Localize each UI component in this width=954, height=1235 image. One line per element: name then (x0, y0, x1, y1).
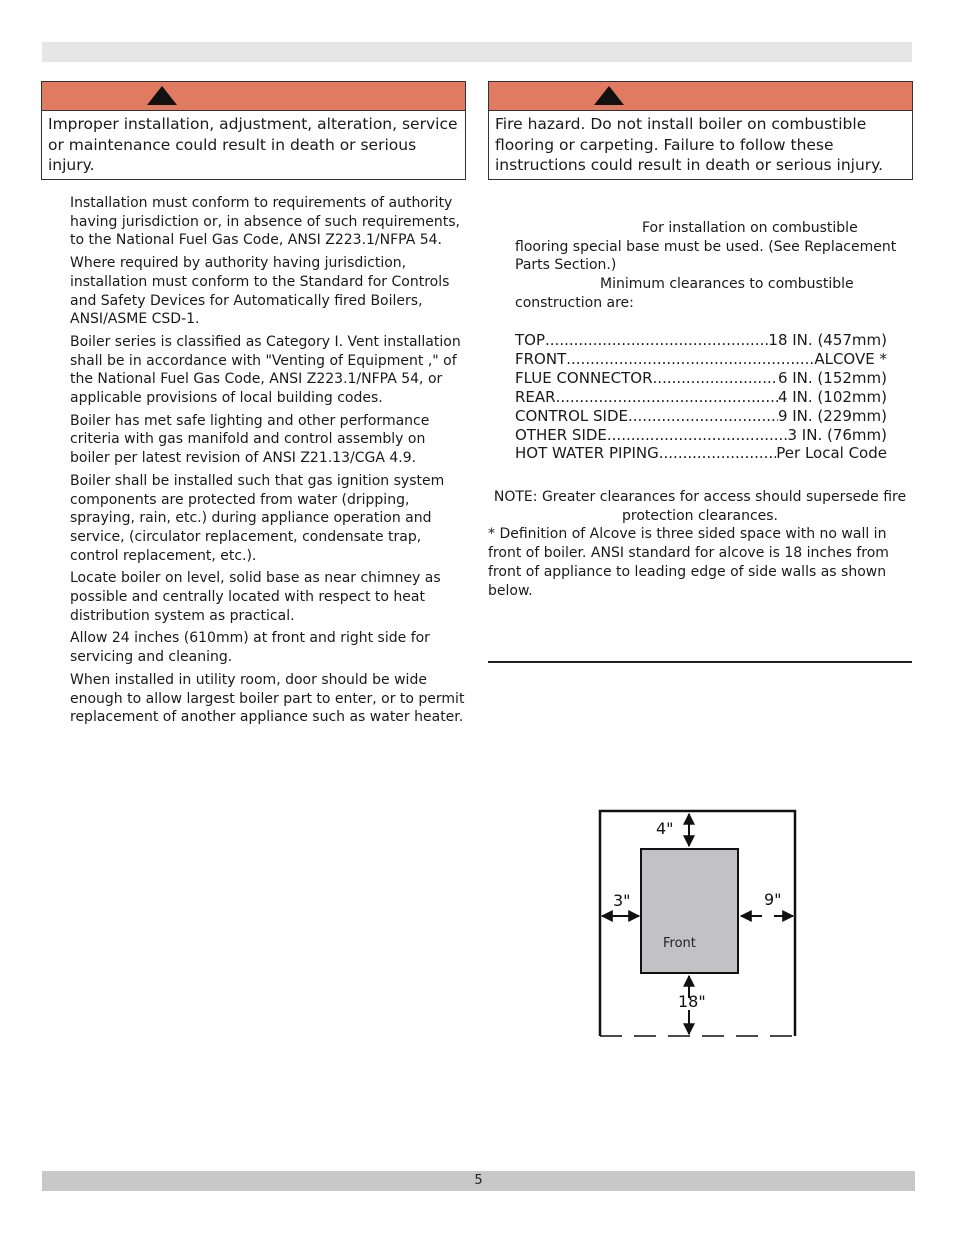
requirement-item: Allow 24 inches (610mm) at front and right side for servicing and cleaning. (70, 630, 430, 666)
label-front: Front (663, 936, 696, 951)
requirement-item: When installed in utility room, door should be wide enough to allow largest boiler part to enter, or to permit replacement of another appliance such as water heater. (70, 671, 465, 726)
footer-bar (42, 1171, 915, 1191)
header-bar (42, 42, 912, 62)
installation-requirements (70, 194, 468, 731)
requirement-item: Installation must conform to requirements of authority having jurisdiction or, in absence of such requirements, to the National Fuel Gas Code, ANSI Z223.1/NFPA 54. (70, 195, 460, 249)
clearance-row-flue-connector: FLUE CONNECTOR ..... 6 IN. (152mm) (515, 369, 887, 388)
warning-box-installation (41, 81, 466, 180)
clearance-row-control-side: CONTROL SIDE ..... 9 IN. (229mm) (515, 407, 887, 426)
requirement-item: Boiler has met safe lighting and other performance criteria with gas manifold and control assembly on boiler per latest revision of ANSI Z21.13/CGA 4.9. (70, 412, 430, 467)
clearance-section (488, 219, 912, 313)
alcove-clearance-diagram (596, 808, 798, 1040)
requirement-item: Locate boiler on level, solid base as near chimney as possible and centrally located with respect to heat distribution system as practical. (70, 570, 441, 624)
clearance-row-other-side: OTHER SIDE ..... 3 IN. (76mm) (515, 426, 887, 445)
requirement-item: Boiler shall be installed such that gas ignition system components are protected from water (dripping, spraying, rain, etc.) during appliance operation and service, (circulator replacement, condensate trap, control replacement, etc.). (70, 472, 445, 564)
combustible-flooring-paragraph: For installation on combustible flooring special base must be used. (See Replacement Parts Section.) (515, 220, 897, 274)
clearance-table (515, 331, 887, 463)
label-right-clearance: 9" (764, 890, 782, 909)
warning-text: Improper installation, adjustment, alteration, service or maintenance could result in death or serious injury. (48, 115, 458, 174)
warning-header (42, 82, 465, 111)
clearance-row-rear: REAR ..... 4 IN. (102mm) (515, 388, 887, 407)
label-left-clearance: 3" (613, 891, 631, 910)
warning-header (489, 82, 912, 111)
requirement-item: Boiler series is classified as Category I. Vent installation shall be in accordance with "Venting of Equipment ," of the National Fuel Gas Code, ANSI Z223.1/NFPA 54, or applicable provisions of local building codes. (70, 333, 461, 407)
clearance-note: NOTE: Greater clearances for access should supersede fire protection clearances. * Definition of Alcove is three sided space with no wall in front of boiler. ANSI standard for alcove is 18 inches from front of appliance to leading edge of side walls as shown below. (488, 489, 907, 599)
clearance-row-hot-water-piping: HOT WATER PIPING ..... Per Local Code (515, 444, 887, 463)
boiler-outline (641, 849, 738, 973)
label-top-clearance: 4" (656, 819, 674, 838)
warning-triangle-icon (147, 86, 177, 105)
requirement-item: Where required by authority having jurisdiction, installation must conform to the Standard for Controls and Safety Devices for Automatically fired Boilers, ANSI/ASME CSD-1. (70, 255, 450, 328)
clearance-row-top: TOP ..... 18 IN. (457mm) (515, 331, 887, 350)
minimum-clearance-paragraph: Minimum clearances to combustible construction are: (515, 276, 854, 311)
alcove-definition: * Definition of Alcove is three sided space with no wall in front of boiler. ANSI standard for alcove is 18 inches from front of appliance to leading edge of side walls as shown below. (488, 526, 889, 599)
warning-box-fire-hazard (488, 81, 913, 180)
clearance-row-front: FRONT ..... ALCOVE * (515, 350, 887, 369)
page-number: 5 (474, 1173, 483, 1188)
section-divider (488, 661, 912, 663)
warning-triangle-icon (594, 86, 624, 105)
label-bottom-clearance: 18" (678, 992, 706, 1011)
warning-text: Fire hazard. Do not install boiler on combustible flooring or carpeting. Failure to follow these instructions could result in death or serious injury. (495, 115, 884, 174)
